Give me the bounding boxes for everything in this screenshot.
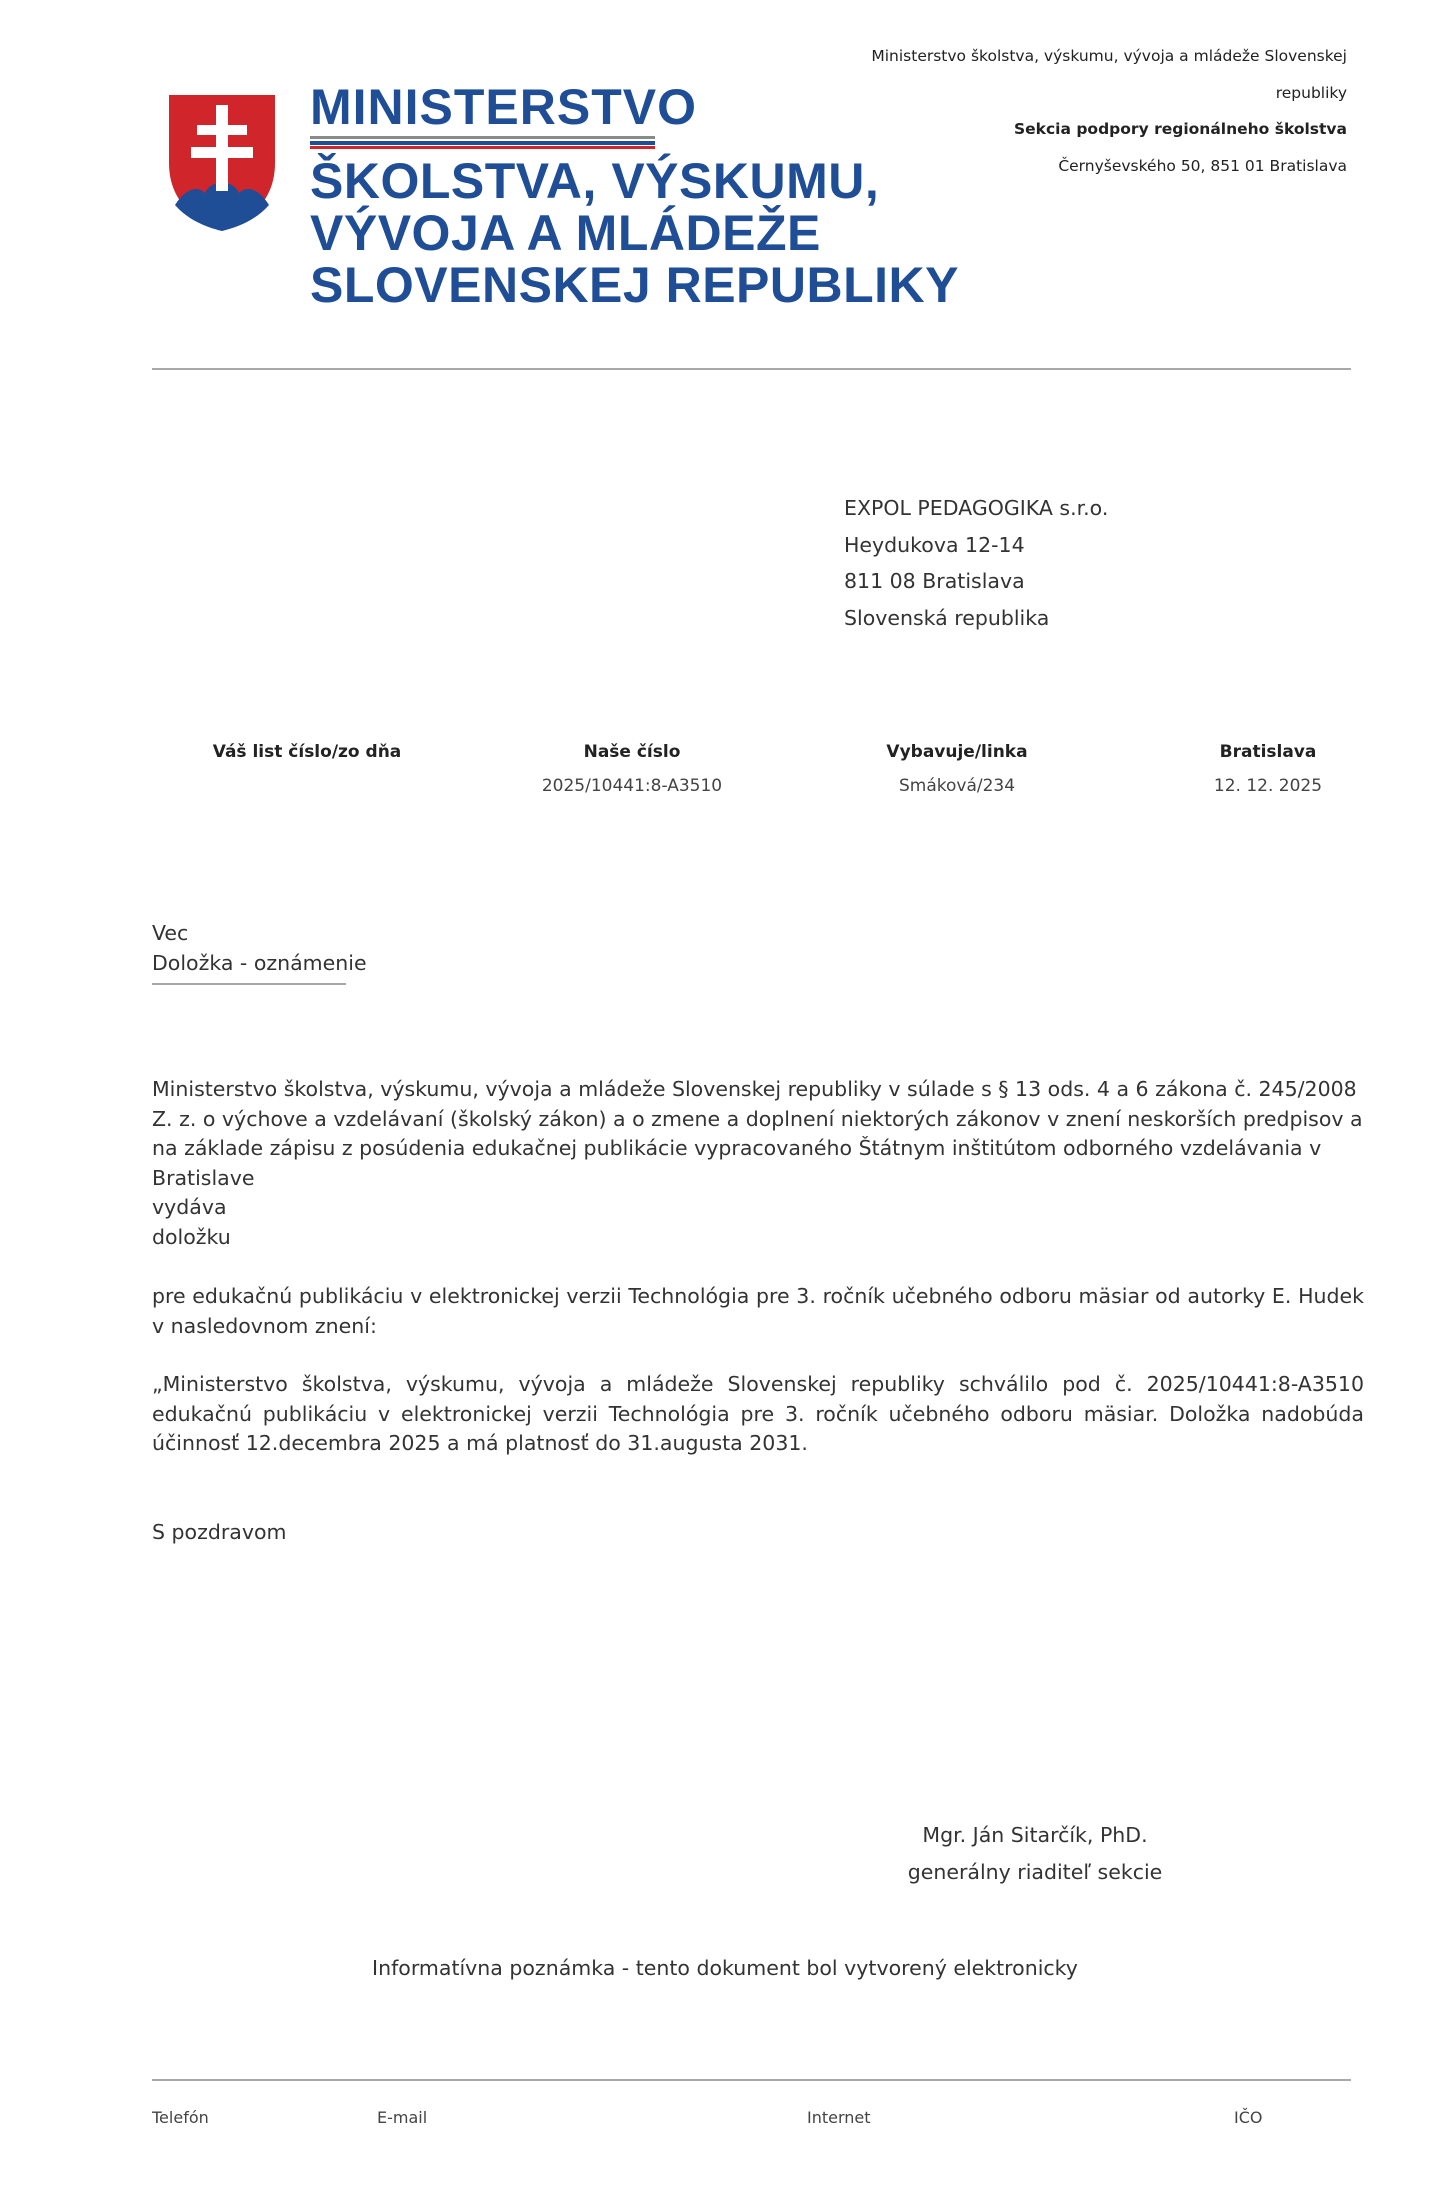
clause-label: doložku — [152, 1224, 231, 1249]
ref-handled-by-value: Smáková/234 — [898, 776, 1016, 796]
footer-email-label: E-mail — [377, 2108, 428, 2127]
subject-block — [152, 918, 367, 978]
subject-label: Vec — [152, 921, 189, 945]
sender-line-1: Ministerstvo školstva, výskumu, vývoja a mládeže Slovenskej — [871, 47, 1347, 65]
sender-section: Sekcia podpory regionálneho školstva — [1014, 120, 1347, 138]
sender-line-2: republiky — [1275, 83, 1347, 102]
recipient-street: Heydukova 12-14 — [844, 532, 1025, 557]
ministry-logo — [310, 79, 960, 313]
signatory-name: Mgr. Ján Sitarčík, PhD. — [922, 1823, 1148, 1847]
subject-underline — [152, 983, 346, 985]
logo-line-2: ŠKOLSTVA, VÝSKUMU, — [310, 153, 880, 209]
signatory-title: generálny riaditeľ sekcie — [907, 1859, 1163, 1884]
ref-place-label: Bratislava — [1219, 742, 1317, 762]
header-divider — [152, 368, 1351, 370]
ref-our-number-label: Naše číslo — [583, 742, 681, 762]
signature-block — [900, 1817, 1170, 1890]
ref-your-letter — [207, 742, 407, 776]
coat-of-arms-icon — [167, 93, 277, 233]
ref-handled-by-label: Vybavuje/linka — [886, 742, 1028, 762]
logo-line-3: VÝVOJA A MLÁDEŽE — [310, 205, 821, 261]
informative-note: Informatívna poznámka - tento dokument bol vytvorený elektronicky — [372, 1956, 1078, 1980]
ref-your-letter-label: Váš list číslo/zo dňa — [212, 742, 402, 762]
footer-phone-label: Telefón — [152, 2108, 209, 2127]
issues-label: vydáva — [152, 1195, 227, 1219]
ref-place-date — [1168, 742, 1368, 796]
recipient-name: EXPOL PEDAGOGIKA s.r.o. — [844, 496, 1109, 520]
recipient-address — [844, 490, 1108, 636]
recipient-city: 811 08 Bratislava — [844, 569, 1025, 593]
ref-our-number-value: 2025/10441:8-A3510 — [541, 776, 723, 796]
footer-ico-label: IČO — [1234, 2108, 1263, 2127]
footer-internet-label: Internet — [807, 2108, 871, 2127]
ref-our-number — [532, 742, 732, 796]
logo-line-1: MINISTERSTVO — [310, 79, 698, 135]
recipient-country: Slovenská republika — [844, 605, 1050, 630]
body-paragraph-2 — [152, 1193, 1364, 1252]
closing-greeting: S pozdravom — [152, 1520, 287, 1544]
ref-date-value: 12. 12. 2025 — [1213, 776, 1323, 796]
body-paragraph-4: „Ministerstvo školstva, výskumu, vývoja a mládeže Slovenskej republiky schválilo pod č. 2025/10441:8-A3510 edukačnú publikáciu v elektronickej verzii Technológia pre 3. ročník učebného odboru mäsiar. Doložka nadobúda účinnosť 12.decembra 2025 a má platnosť do 31.augusta 2031. — [152, 1372, 1364, 1455]
ref-handled-by — [857, 742, 1057, 796]
logo-divider — [310, 136, 655, 149]
body-paragraph-1: Ministerstvo školstva, výskumu, vývoja a mládeže Slovenskej republiky v súlade s § 13 ods. 4 a 6 zákona č. 245/2008 Z. z. o výchove a vzdelávaní (školský zákon) a o zmene a doplnení niektorých zákonov v znení neskorších predpisov a na základe zápisu z posúdenia edukačnej publikácie vypracovaného Štátnym inštitútom odborného vzdelávania v Bratislave — [152, 1077, 1363, 1190]
sender-address: Černyševského 50, 851 01 Bratislava — [1058, 156, 1347, 175]
footer-divider — [152, 2079, 1351, 2081]
logo-line-4: SLOVENSKEJ REPUBLIKY — [310, 257, 960, 313]
sender-block — [871, 38, 1347, 184]
subject-text: Doložka - oznámenie — [152, 951, 367, 975]
body-paragraph-3: pre edukačnú publikáciu v elektronickej verzii Technológia pre 3. ročník učebného odboru mäsiar od autorky E. Hudek v nasledovnom znení: — [152, 1284, 1364, 1338]
